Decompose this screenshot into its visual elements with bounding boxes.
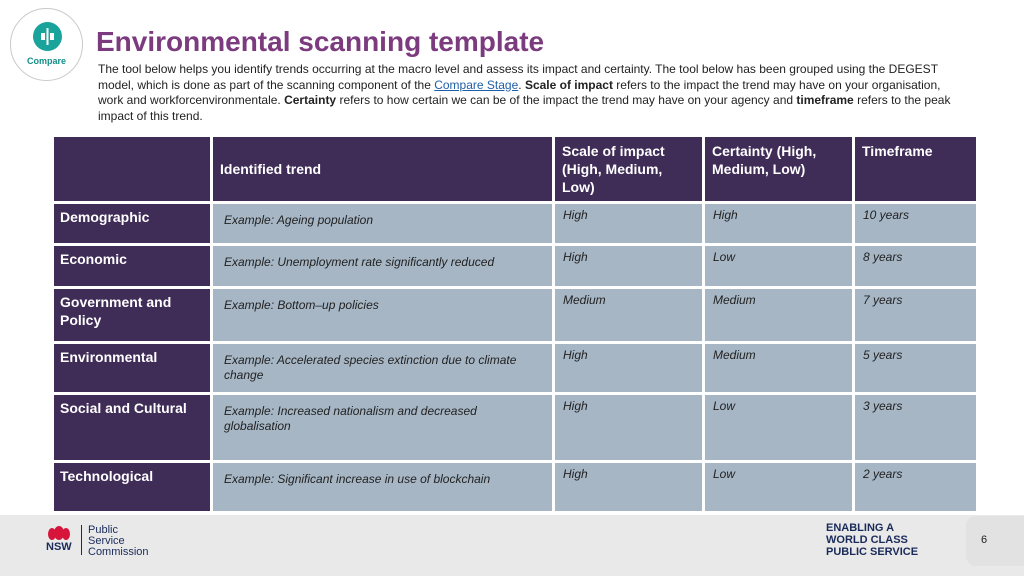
trend-cell[interactable]: Example: Accelerated species extinction due to climate change bbox=[213, 344, 552, 392]
compare-stage-link[interactable]: Compare Stage bbox=[434, 77, 519, 92]
tagline-line: ENABLING A bbox=[826, 522, 895, 534]
compare-badge-label: Compare bbox=[26, 56, 66, 66]
timeframe-cell[interactable]: 7 years bbox=[855, 289, 976, 341]
intro-text: refers to how certain we can be of the impact the trend may have on your agency and bbox=[336, 93, 797, 107]
timeframe-cell[interactable]: 3 years bbox=[855, 395, 976, 460]
certainty-cell[interactable]: Low bbox=[705, 463, 852, 511]
tagline-line: WORLD CLASS bbox=[826, 534, 908, 546]
trend-cell[interactable]: Example: Significant increase in use of blockchain bbox=[213, 463, 552, 511]
tagline-line: PUBLIC SERVICE bbox=[826, 546, 919, 558]
compare-icon bbox=[33, 22, 62, 51]
header-timeframe: Timeframe bbox=[855, 137, 976, 201]
page-title: Environmental scanning template bbox=[96, 26, 545, 57]
table-row bbox=[54, 463, 976, 511]
intro-text: The tool below helps you identify trends occurring at the macro level and assess its impact and certainty. The tool below has been grouped using the DEGEST model, which is done as part of the scanning component of the bbox=[98, 62, 938, 92]
intro-text: refers to the peak impact of this trend. bbox=[98, 93, 951, 123]
nsw-logo-text: NSW bbox=[46, 541, 72, 553]
table-row bbox=[54, 204, 976, 243]
intro-bold: Scale of impact bbox=[524, 77, 613, 92]
header-identified-trend: Identified trend bbox=[213, 137, 552, 201]
table-row bbox=[54, 289, 976, 341]
page-number: 6 bbox=[980, 534, 988, 546]
category-cell: Social and Cultural bbox=[54, 395, 210, 460]
certainty-cell[interactable]: Medium bbox=[705, 289, 852, 341]
intro-bold: Certainty bbox=[284, 93, 337, 107]
trend-cell[interactable]: Example: Bottom–up policies bbox=[213, 289, 552, 341]
impact-cell[interactable]: High bbox=[555, 246, 702, 286]
certainty-cell[interactable]: Low bbox=[705, 395, 852, 460]
impact-cell[interactable]: High bbox=[555, 463, 702, 511]
category-cell: Government and Policy bbox=[54, 289, 210, 341]
trend-cell[interactable]: Example: Increased nationalism and decreased globalisation bbox=[213, 395, 552, 460]
timeframe-cell[interactable]: 8 years bbox=[855, 246, 976, 286]
footer-tagline bbox=[826, 522, 918, 558]
compare-badge bbox=[10, 8, 83, 81]
impact-cell[interactable]: High bbox=[555, 395, 702, 460]
trend-cell[interactable]: Example: Unemployment rate significantly reduced bbox=[213, 246, 552, 286]
intro-text: refers to the impact the trend may have on your organisation, work and workforcenvironmentale. bbox=[98, 77, 941, 107]
impact-cell[interactable]: High bbox=[555, 204, 702, 243]
table-row bbox=[54, 344, 976, 392]
category-cell: Technological bbox=[54, 463, 210, 511]
header-scale-of-impact: Scale of impact (High, Medium, Low) bbox=[555, 137, 702, 201]
timeframe-cell[interactable]: 10 years bbox=[855, 204, 976, 243]
psc-line: Service bbox=[88, 535, 125, 547]
category-cell: Environmental bbox=[54, 344, 210, 392]
intro-paragraph bbox=[98, 62, 958, 124]
impact-cell[interactable]: Medium bbox=[555, 289, 702, 341]
scanning-table bbox=[51, 134, 979, 514]
header-certainty: Certainty (High, Medium, Low) bbox=[705, 137, 852, 201]
category-cell: Demographic bbox=[54, 204, 210, 243]
certainty-cell[interactable]: Low bbox=[705, 246, 852, 286]
table-header-row bbox=[54, 137, 976, 201]
trend-cell[interactable]: Example: Ageing population bbox=[213, 204, 552, 243]
timeframe-cell[interactable]: 5 years bbox=[855, 344, 976, 392]
category-cell: Economic bbox=[54, 246, 210, 286]
logo-divider bbox=[81, 525, 82, 555]
psc-line: Public bbox=[88, 524, 118, 536]
certainty-cell[interactable]: High bbox=[705, 204, 852, 243]
impact-cell[interactable]: High bbox=[555, 344, 702, 392]
psc-line: Commission bbox=[88, 546, 149, 558]
intro-text: . bbox=[518, 77, 525, 92]
table-row bbox=[54, 246, 976, 286]
certainty-cell[interactable]: Medium bbox=[705, 344, 852, 392]
intro-bold: timeframe bbox=[796, 93, 854, 107]
psc-name bbox=[88, 525, 149, 558]
header-blank bbox=[54, 137, 210, 201]
table-row bbox=[54, 395, 976, 460]
timeframe-cell[interactable]: 2 years bbox=[855, 463, 976, 511]
